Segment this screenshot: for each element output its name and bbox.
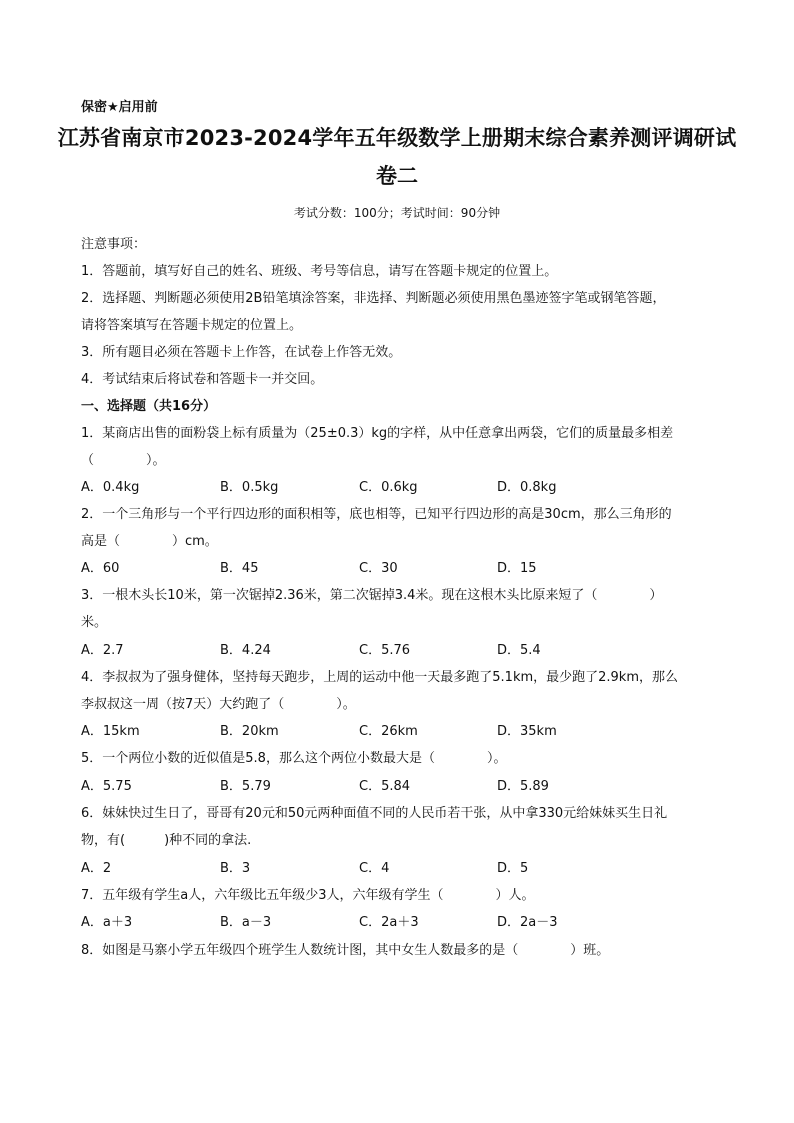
option-d[interactable]: D．2a－3 <box>497 915 558 930</box>
option-b[interactable]: B．0.5kg <box>220 480 279 495</box>
option-b[interactable]: B．45 <box>220 561 259 576</box>
option-a[interactable]: A．60 <box>81 561 120 576</box>
option-d[interactable]: D．5.4 <box>497 643 541 658</box>
note-item: 1．答题前，填写好自己的姓名、班级、考号等信息，请写在答题卡规定的位置上。 <box>81 264 558 279</box>
option-d[interactable]: D．0.8kg <box>497 480 557 495</box>
option-a[interactable]: A．2 <box>81 861 112 876</box>
question-7-text: 7．五年级有学生a人，六年级比五年级少3人，六年级有学生（ ）人。 <box>81 888 535 903</box>
option-c[interactable]: C．4 <box>359 861 390 876</box>
option-d[interactable]: D．5.89 <box>497 779 549 794</box>
option-b[interactable]: B．20km <box>220 724 279 739</box>
section-heading: 一、选择题（共16分） <box>81 399 217 414</box>
note-item: 2．选择题、判断题必须使用2B铅笔填涂答案，非选择、判断题必须使用黑色墨迹签字笔或钢笔答题， <box>81 291 666 306</box>
option-a[interactable]: A．15km <box>81 724 140 739</box>
option-d[interactable]: D．35km <box>497 724 557 739</box>
question-6-text-cont: 物，有( )种不同的拿法. <box>81 833 252 848</box>
question-2-text: 2．一个三角形与一个平行四边形的面积相等，底也相等，已知平行四边形的高是30cm，那么三角形的 <box>81 507 672 522</box>
question-6-text: 6．妹妹快过生日了，哥哥有20元和50元两种面值不同的人民币若干张，从中拿330元给妹妹买生日礼 <box>81 806 668 821</box>
question-8-text: 8．如图是马寨小学五年级四个班学生人数统计图，其中女生人数最多的是（ ）班。 <box>81 943 610 958</box>
option-b[interactable]: B．3 <box>220 861 251 876</box>
option-c[interactable]: C．30 <box>359 561 398 576</box>
question-1-text: 1．某商店出售的面粉袋上标有质量为（25±0.3）kg的字样，从中任意拿出两袋，它们的质量最多相差 <box>81 426 674 441</box>
option-a[interactable]: A．a＋3 <box>81 915 133 930</box>
exam-title-line2: 卷二 <box>376 164 418 188</box>
option-c[interactable]: C．5.84 <box>359 779 411 794</box>
notes-heading: 注意事项： <box>81 237 147 252</box>
option-a[interactable]: A．5.75 <box>81 779 132 794</box>
option-b[interactable]: B．a－3 <box>220 915 272 930</box>
option-a[interactable]: A．0.4kg <box>81 480 140 495</box>
exam-meta: 考试分数：100分；考试时间：90分钟 <box>293 206 501 220</box>
question-1-text-cont: （ ）。 <box>81 453 166 468</box>
question-5-text: 5．一个两位小数的近似值是5.8，那么这个两位小数最大是（ ）。 <box>81 751 507 766</box>
question-4-text-cont: 李叔叔这一周（按7天）大约跑了（ ）。 <box>81 697 356 712</box>
option-b[interactable]: B．5.79 <box>220 779 271 794</box>
option-b[interactable]: B．4.24 <box>220 643 271 658</box>
confidential-label: 保密★启用前 <box>81 100 158 115</box>
option-d[interactable]: D．5 <box>497 861 529 876</box>
option-a[interactable]: A．2.7 <box>81 643 124 658</box>
option-c[interactable]: C．5.76 <box>359 643 411 658</box>
question-2-text-cont: 高是（ ）cm。 <box>81 534 218 549</box>
question-3-text: 3．一根木头长10米，第一次锯掉2.36米，第二次锯掉3.4米。现在这根木头比原来短了（ ） <box>81 588 663 603</box>
option-c[interactable]: C．26km <box>359 724 418 739</box>
exam-title-line1: 江苏省南京市2023-2024学年五年级数学上册期末综合素养测评调研试 <box>57 126 737 150</box>
note-item: 4．考试结束后将试卷和答题卡一并交回。 <box>81 372 324 387</box>
option-c[interactable]: C．2a＋3 <box>359 915 419 930</box>
question-3-text-cont: 米。 <box>81 615 108 630</box>
note-item: 请将答案填写在答题卡规定的位置上。 <box>81 318 303 333</box>
option-d[interactable]: D．15 <box>497 561 537 576</box>
note-item: 3．所有题目必须在答题卡上作答，在试卷上作答无效。 <box>81 345 402 360</box>
option-c[interactable]: C．0.6kg <box>359 480 418 495</box>
question-4-text: 4．李叔叔为了强身健体，坚持每天跑步，上周的运动中他一天最多跑了5.1km，最少跑了2.9km，那么 <box>81 670 679 685</box>
